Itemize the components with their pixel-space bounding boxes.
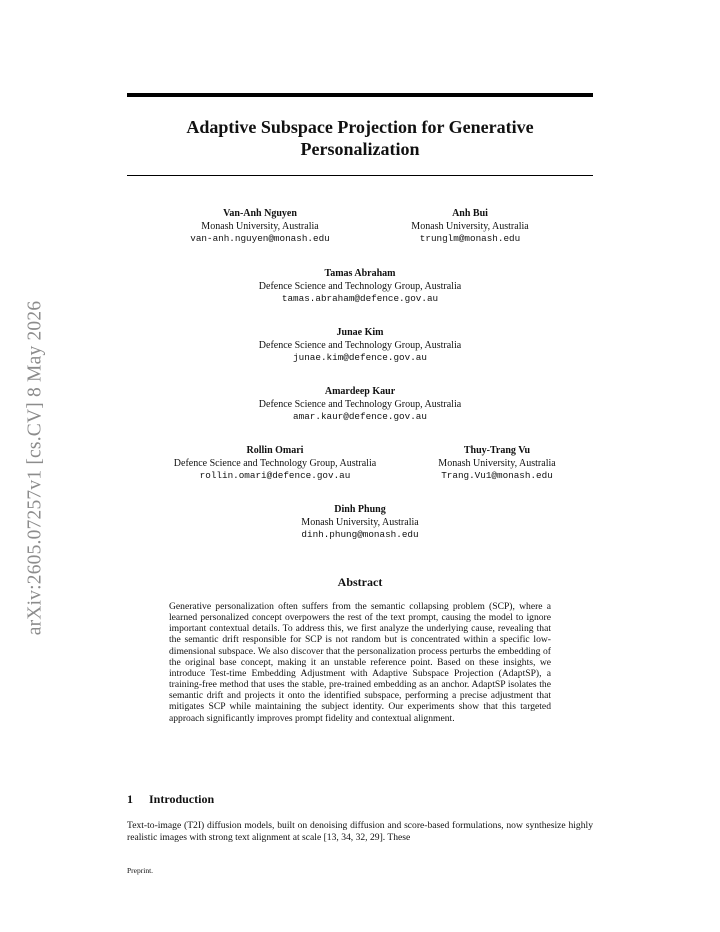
author-block (210, 327, 510, 365)
author-name: Dinh Phung (334, 504, 386, 515)
author-email[interactable]: amar.kaur@defence.gov.au (293, 411, 427, 422)
author-email[interactable]: van-anh.nguyen@monash.edu (190, 233, 330, 244)
author-block (210, 268, 510, 306)
author-affiliation: Monash University, Australia (201, 220, 319, 232)
author-name: Van-Anh Nguyen (223, 208, 297, 219)
author-name: Anh Bui (452, 208, 488, 219)
author-name: Amardeep Kaur (324, 386, 396, 397)
author-affiliation: Monash University, Australia (438, 457, 556, 469)
author-email[interactable]: junae.kim@defence.gov.au (293, 352, 427, 363)
author-name: Tamas Abraham (324, 268, 396, 279)
author-email[interactable]: rollin.omari@defence.gov.au (199, 470, 351, 481)
section-heading (127, 792, 214, 807)
author-name: Thuy-Trang Vu (463, 445, 531, 456)
author-block (140, 445, 410, 483)
abstract-heading: Abstract (337, 575, 383, 589)
paper-title: Adaptive Subspace Projection for Generative Personalization (186, 117, 534, 159)
author-affiliation: Defence Science and Technology Group, Australia (258, 398, 462, 410)
author-block (160, 208, 360, 246)
introduction-text: Text-to-image (T2I) diffusion models, built on denoising diffusion and score-based formulations, now synthesize highly realistic images with strong text alignment at scale [13, 34, 32, 29]. These (127, 820, 593, 843)
author-affiliation: Defence Science and Technology Group, Australia (258, 339, 462, 351)
author-affiliation: Monash University, Australia (411, 220, 529, 232)
author-affiliation: Defence Science and Technology Group, Australia (258, 280, 462, 292)
author-name: Junae Kim (336, 327, 384, 338)
title-rule-top (127, 93, 593, 97)
title-rule-bottom (127, 175, 593, 176)
arxiv-identifier: arXiv:2605.07257v1 [cs.CV] 8 May 2026 (24, 300, 45, 635)
author-block (210, 386, 510, 424)
author-block (370, 208, 570, 246)
section-title: Introduction (149, 792, 215, 806)
author-affiliation: Defence Science and Technology Group, Australia (173, 457, 377, 469)
author-name: Rollin Omari (246, 445, 304, 456)
author-block (412, 445, 582, 483)
author-block (260, 504, 460, 542)
author-affiliation: Monash University, Australia (301, 516, 419, 528)
footer-note: Preprint. (127, 866, 154, 875)
author-email[interactable]: trunglm@monash.edu (419, 233, 521, 244)
abstract-text: Generative personalization often suffers from the semantic collapsing problem (SCP), where a learned personalized concept overpowers the rest of the text prompt, causing the model to ignore important contextual details. To address this, we first analyze the underlying cause, revealing that the semantic drift responsible for SCP is not random but is concentrated within a specific low-dimensional subspace. We also discover that the personalization process perturbs the embedding of the original base concept, making it an unstable reference point. Based on these insights, we introduce Test-time Embedding Adjustment with Adaptive Subspace Projection (AdaptSP), a training-free method that uses the stable, pre-trained embedding as an anchor. AdaptSP isolates the semantic drift and projects it onto the identified subspace, performing a precise adjustment that mitigates SCP while maintaining the subject identity. Our experiments show that this targeted approach significantly improves prompt fidelity and contextual alignment. (169, 601, 551, 724)
author-email[interactable]: Trang.Vu1@monash.edu (441, 470, 553, 481)
author-email[interactable]: dinh.phung@monash.edu (301, 529, 419, 540)
section-number: 1 (127, 792, 133, 806)
author-email[interactable]: tamas.abraham@defence.gov.au (281, 293, 439, 304)
